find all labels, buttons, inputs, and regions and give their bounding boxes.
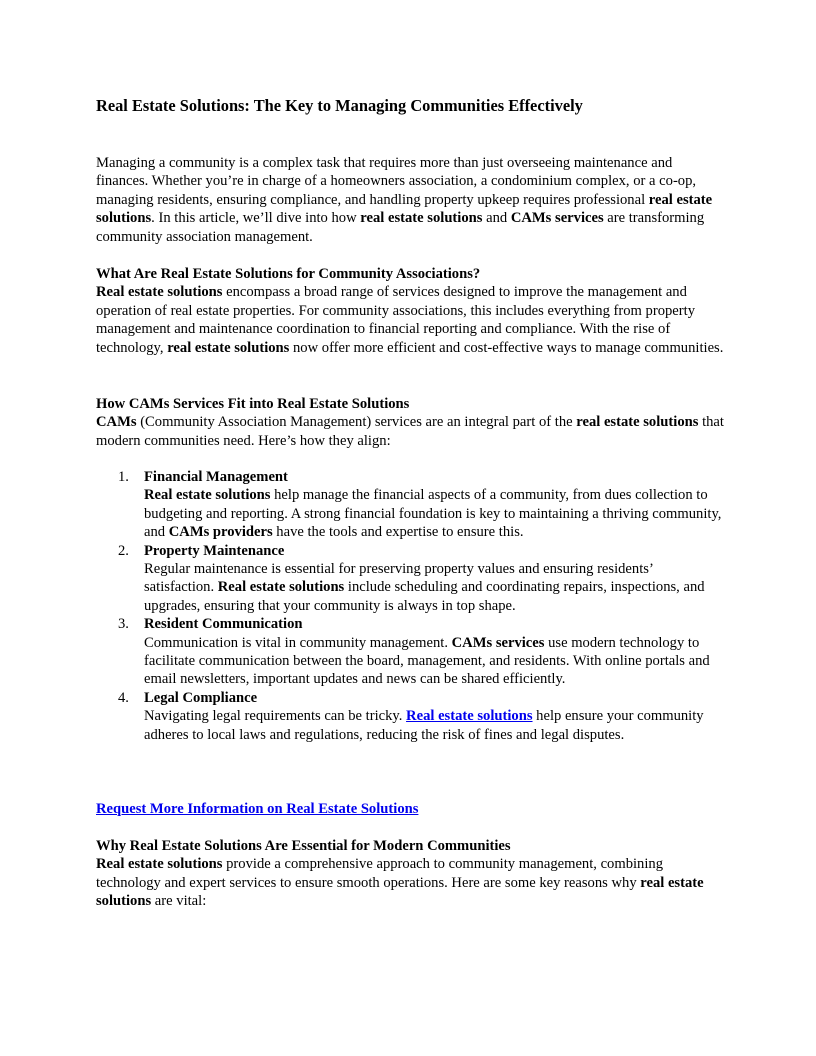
section-essential — [96, 837, 724, 911]
list-number: 3. — [118, 616, 129, 633]
list-item-title: Legal Compliance — [144, 689, 258, 706]
numbered-list — [96, 468, 724, 744]
list-item: 2. Property Maintenance Regular maintenance is essential for preserving property values and ensuring residents’ satisfaction. Real estate solutions include scheduling and coordinating repairs, inspections, and upgrades, ensuring that your community is always in top shape. — [118, 542, 705, 614]
intro-paragraph: Managing a community is a complex task that requires more than just overseeing maintenance and finances. Whether you’re in charge of a homeowners association, a condominium complex, or a co-op, managing residents, ensuring compliance, and handling property upkeep requires professional real estate solutions. In this article, we’ll dive into how real estate solutions and CAMs services are transforming community association management. — [96, 155, 713, 245]
section-paragraph: CAMs (Community Association Management) services are an integral part of the real estate solutions that modern communities need. Here’s how they align: — [96, 414, 724, 449]
list-number: 4. — [118, 689, 129, 706]
section-heading: Why Real Estate Solutions Are Essential for Modern Communities — [96, 838, 511, 854]
cta-paragraph — [96, 800, 724, 818]
list-item-title: Financial Management — [144, 469, 288, 485]
list-number: 2. — [118, 542, 129, 559]
list-number: 1. — [118, 469, 129, 485]
section-heading: What Are Real Estate Solutions for Community Associations? — [96, 266, 481, 282]
list-item: 1. Financial Management Real estate solutions help manage the financial aspects of a community, from dues collection to budgeting and reporting. A strong financial foundation is key to maintaining a thriving community, and CAMs providers have the tools and expertise to ensure this. — [118, 469, 722, 541]
section-community-associations — [96, 265, 724, 357]
list-item-title: Resident Communication — [144, 616, 303, 633]
request-info-link[interactable]: Request More Information on Real Estate Solutions — [96, 801, 419, 817]
page-title: Real Estate Solutions: The Key to Managing Communities Effectively — [96, 96, 583, 115]
section-heading: How CAMs Services Fit into Real Estate Solutions — [96, 396, 410, 412]
list-item: 3. Resident Communication Communication is vital in community management. CAMs services use modern technology to facilitate communication between the board, management, and residents. With online portals and email newsletters, important updates and news can be shared efficiently. — [118, 616, 710, 688]
list-item-title: Property Maintenance — [144, 542, 285, 559]
real-estate-solutions-link[interactable]: Real estate solutions — [406, 708, 533, 725]
list-item: 4. Legal Compliance Navigating legal requirements can be tricky. Real estate solutions help ensure your community adheres to local laws and regulations, reducing the risk of fines and legal disputes. — [118, 689, 704, 743]
section-paragraph: Real estate solutions encompass a broad range of services designed to improve the management and operation of real estate properties. For community associations, this includes everything from property management and maintenance coordination to financial reporting and compliance. With the rise of technology, real estate solutions now offer more efficient and cost-effective ways to manage communities. — [96, 284, 724, 356]
section-cams-services — [96, 395, 724, 450]
section-paragraph: Real estate solutions provide a comprehensive approach to community management, combining technology and expert services to ensure smooth operations. Here are some key reasons why real estate solutions are vital: — [96, 856, 704, 910]
